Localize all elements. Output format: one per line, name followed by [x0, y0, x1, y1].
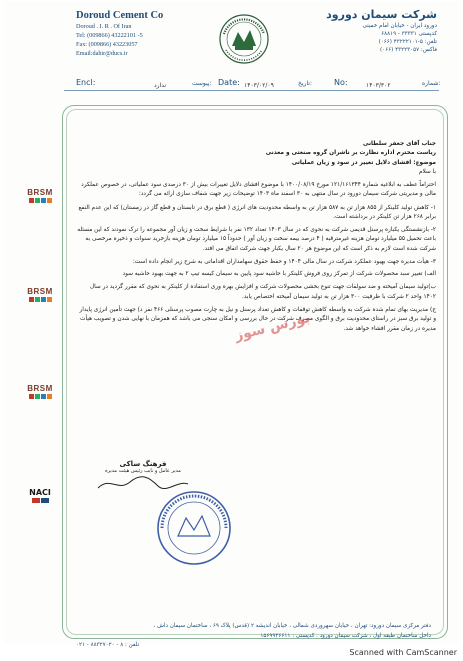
paragraph-2: ۱- کاهش تولید کلینکر از ۸۵۵ هزار تن به ۵۸۷ هزار تن به واسطه محدودیت های انرژی ( قطع برق در تابستان و قطع گاز در زمستان) که این عدم النفع برابر ۲۶۸ هزار تن کلینکر در برداشته است. [78, 204, 436, 220]
naci-stripes-icon [24, 498, 56, 503]
number-label-fa: شماره: [422, 80, 441, 87]
fax-en: Fax: (009866) 43223057 [76, 41, 138, 48]
brsm-logo-2: BRSM [24, 287, 56, 302]
paragraph-3: ۲- بازنشستگی یکباره پرسنل قدیمی شرکت به نحوی که در سال ۱۴۰۳ تعداد ۱۳۲ نفر با شرایط سخت و زیان آور مجموعه را ترک نمودند که این مسئله باعث تحمیل ۵۵ میلیارد تومان هزینه غیرمترقبه ( ۴ درصد بیمه سخت و زیان آور ) حدوداً ۱۵ میلیارد تومان هزینه بازخرید سنوات و ذخیره مرخصی به شرکت شده است لازم به ذکر است که این موضوع هر ۲۰ سال یکبار جهت شرکت اتفاق می افتد. [77, 227, 436, 252]
footer-line-1: دفتر مرکزی سیمان دورود: تهران ، خیابان سهروردی شمالی ، خیابان اندیشه ۲ (قدس) پلاک ۶۹ ، ساختمان سیمان داش ، [153, 623, 431, 629]
paragraph-5: الف) تغییر سبد محصولات شرکت از تمرکز روی فروش کلینکر با حاشیه سود پایین به سیمان کیسه تیپ ۲ به جهت بهبود حاشیه سود [122, 271, 436, 278]
brsm-cubes-icon [24, 394, 56, 399]
letter-body [76, 140, 436, 334]
header-persian [297, 8, 437, 53]
number-value: ۱۴۰۳/۳۰۲ [366, 82, 391, 89]
greeting: با سلام [418, 168, 436, 175]
address-en: Doroud . I. R . Of Iran [76, 23, 132, 30]
tel-en: Tel: (009866) 43222101 -5 [76, 32, 143, 39]
paragraph-7: ج) مدیریت بهای تمام شده شرکت به واسطه کاهش توقفات و کاهش تعداد پرسنل و نیل به چارت مصوب پرسنلی ۴۶۶ نفر د) جهت تأمین انرژی پایدار و تولید برق سبز در راستای محدودیت برق و الگوی مصرف شرکت در حال بررسی و امکان سنجی می باشد که همزمان با نهایی شدن و تصویب هیأت مدیره در زمان مقرر افشاء خواهد شد. [79, 306, 436, 332]
paragraph-4: ۳- هیأت مدیره جهت بهبود عملکرد شرکت در سال مالی ۱۴۰۴ و حفظ حقوق سهامداران اقداماتی به شرح زیر انجام داده است: [132, 258, 436, 265]
scanner-caption: Scanned with CamScanner [349, 648, 457, 657]
company-seal-logo [218, 12, 270, 66]
salutation: جناب آقای جعفر سلطانی [362, 141, 436, 147]
naci-logo: NACI [24, 488, 56, 503]
encl-field: Encl: [76, 78, 96, 87]
tel-fa: تلفن: ۵-۴۳۲۲۲۱۰۱ (۰۶۶) [378, 39, 437, 45]
paragraph-1: احتراماً عطف به ابلاغیه شماره ۱۲۱/۱۶۱۳۴۴ مورخ ۱۴۰۰/۰۸/۱۹ با موضوع افشای دلایل تغییرات بیش از ۳۰ درصدی سود عملیاتی، در خصوص عملکرد مالی و مدیریتی شرکت سیمان دورود در سال منتهی به ۳۰ اسفند ماه ۱۴۰۳ توضیحات زیر جهت شفاف سازی ارائه می گردد: [81, 182, 436, 198]
signer-name: فرهنگ ساکی [119, 460, 167, 468]
brsm-cubes-icon [24, 297, 56, 302]
date-value: ۱۴۰۳/۰۲/۰۹ [244, 82, 274, 89]
number-field: No: [334, 78, 348, 87]
brsm-cubes-icon [24, 198, 56, 203]
header-english [76, 10, 196, 57]
paragraph-6: ب)تولید سیمان آمیخته و ضد سولفات جهت تنوع بخشی محصولات شرکت و افزایش بهره وری استفاده از کلینکر به نحوی که مقرر گردید در سال ۱۴۰۲ واحد ۲ شرکت با ظرفیت ۳۰۰ هزار تن به تولید سیمان آمیخته اختصاص یابد. [89, 284, 436, 300]
company-name-fa: شرکت سیمان دورود [326, 8, 437, 21]
address-fa: دورود ایران - خیابان امام خمینی [362, 23, 437, 29]
company-stamp [154, 488, 234, 568]
header-divider [64, 90, 439, 91]
brsm-logo-1: BRSM [24, 188, 56, 203]
watermark: بورس سوز [233, 309, 312, 345]
email-en: Email:dahir@ducs.ir [76, 50, 128, 57]
footer-address [76, 622, 431, 651]
encl-label-fa: پیوست: [192, 80, 212, 87]
postal-fa: کدپستی ۳۳۳۳۱ - ۶۸۸۱۹ [381, 31, 437, 37]
brsm-logo-3: BRSM [24, 384, 56, 399]
subject-line: موضوع: افشای دلایل تغییر در سود و زیان عملیاتی [291, 159, 436, 166]
recipient-line: ریاست محترم اداره نظارت بر ناشران گروه صنعتی و معدنی [265, 150, 436, 157]
date-label-fa: تاریخ: [298, 80, 312, 87]
letter-page [4, 2, 459, 648]
signer-title: مدیر عامل و نایب رئیس هیئت مدیره [105, 468, 181, 474]
fax-fa: فاکس: ۴۳۲۲۳۰۵۷ (۰۶۶) [379, 47, 437, 53]
encl-value: ندارد [154, 82, 167, 89]
footer-line-3: داخل ساختمان طبقه اول ، شرکت سیمان دورود . کدپستی : ۱۵۶۹۹۳۶۶۱۱ [260, 632, 431, 639]
company-name-en: Doroud Cement Co [76, 10, 164, 21]
footer-line-2: تلفن : ۸ - ۸۸۳۲۷۰۲۰ - ۰۲۱ [76, 642, 140, 648]
date-field: Date: [218, 78, 240, 87]
